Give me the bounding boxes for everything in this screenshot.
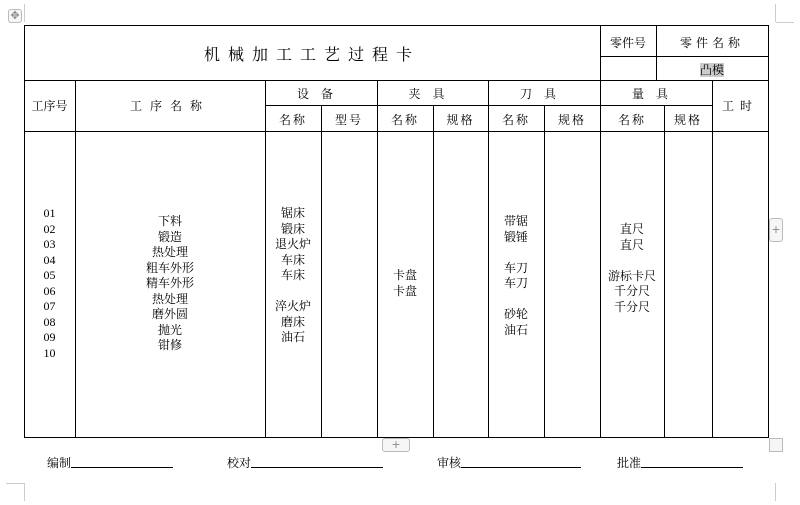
header-gauge: 量具: [631, 87, 680, 101]
page-corner-mark: [775, 483, 776, 501]
subheader-spec: 规格: [557, 113, 586, 127]
step-numbers: 01 02 03 04 05 06 07 08 09 10: [43, 206, 56, 360]
add-row-button[interactable]: +: [382, 438, 410, 452]
page-corner-mark: [6, 483, 24, 484]
header-time: 工时: [721, 99, 758, 113]
subheader-spec: 规格: [446, 113, 475, 127]
checked-field[interactable]: [251, 467, 383, 468]
subheader-name: 名称: [617, 113, 646, 127]
header-fixture: 夹具: [408, 87, 457, 101]
part-name-label: 零件名称: [679, 36, 744, 50]
gauge-names: 直尺 直尺 游标卡尺 千分尺 千分尺: [607, 222, 656, 314]
table-resize-handle[interactable]: [769, 438, 783, 452]
header-step-name: 工序名称: [129, 99, 210, 113]
page-corner-mark: [24, 4, 25, 22]
header-step-no: 工序号: [31, 99, 68, 113]
reviewed-field[interactable]: [461, 467, 581, 468]
checked-label: 校对: [227, 456, 252, 470]
approved-field[interactable]: [641, 467, 743, 468]
step-names: 下料 锻造 热处理 粗车外形 精车外形 热处理 磨外圆 抛光 钳修: [145, 214, 194, 352]
prepared-label: 编制: [47, 456, 72, 470]
reviewed-label: 审核: [437, 456, 462, 470]
subheader-name: 名称: [278, 113, 307, 127]
add-column-button[interactable]: +: [769, 218, 783, 242]
page-corner-mark: [776, 22, 794, 23]
table-move-handle[interactable]: ✥: [8, 9, 22, 23]
subheader-spec: 规格: [673, 113, 702, 127]
header-equipment: 设备: [296, 87, 345, 101]
equipment-names: 锯床 锻床 退火炉 车床 车床 淬火炉 磨床 油石: [274, 206, 311, 344]
tool-names: 带锯 锻锤 车刀 车刀 砂轮 油石: [503, 214, 528, 337]
subheader-name: 名称: [501, 113, 530, 127]
page-corner-mark: [24, 483, 25, 501]
subheader-model: 型号: [334, 113, 363, 127]
fixture-names: 卡盘 卡盘: [392, 268, 417, 298]
part-no-label: 零件号: [609, 36, 646, 50]
page-corner-mark: [775, 4, 776, 22]
page-title: 机械加工工艺过程卡: [203, 45, 420, 64]
part-name-value[interactable]: 凸模: [699, 63, 724, 77]
prepared-field[interactable]: [71, 467, 173, 468]
header-tool: 刀具: [519, 87, 568, 101]
subheader-name: 名称: [390, 113, 419, 127]
approved-label: 批准: [617, 456, 642, 470]
